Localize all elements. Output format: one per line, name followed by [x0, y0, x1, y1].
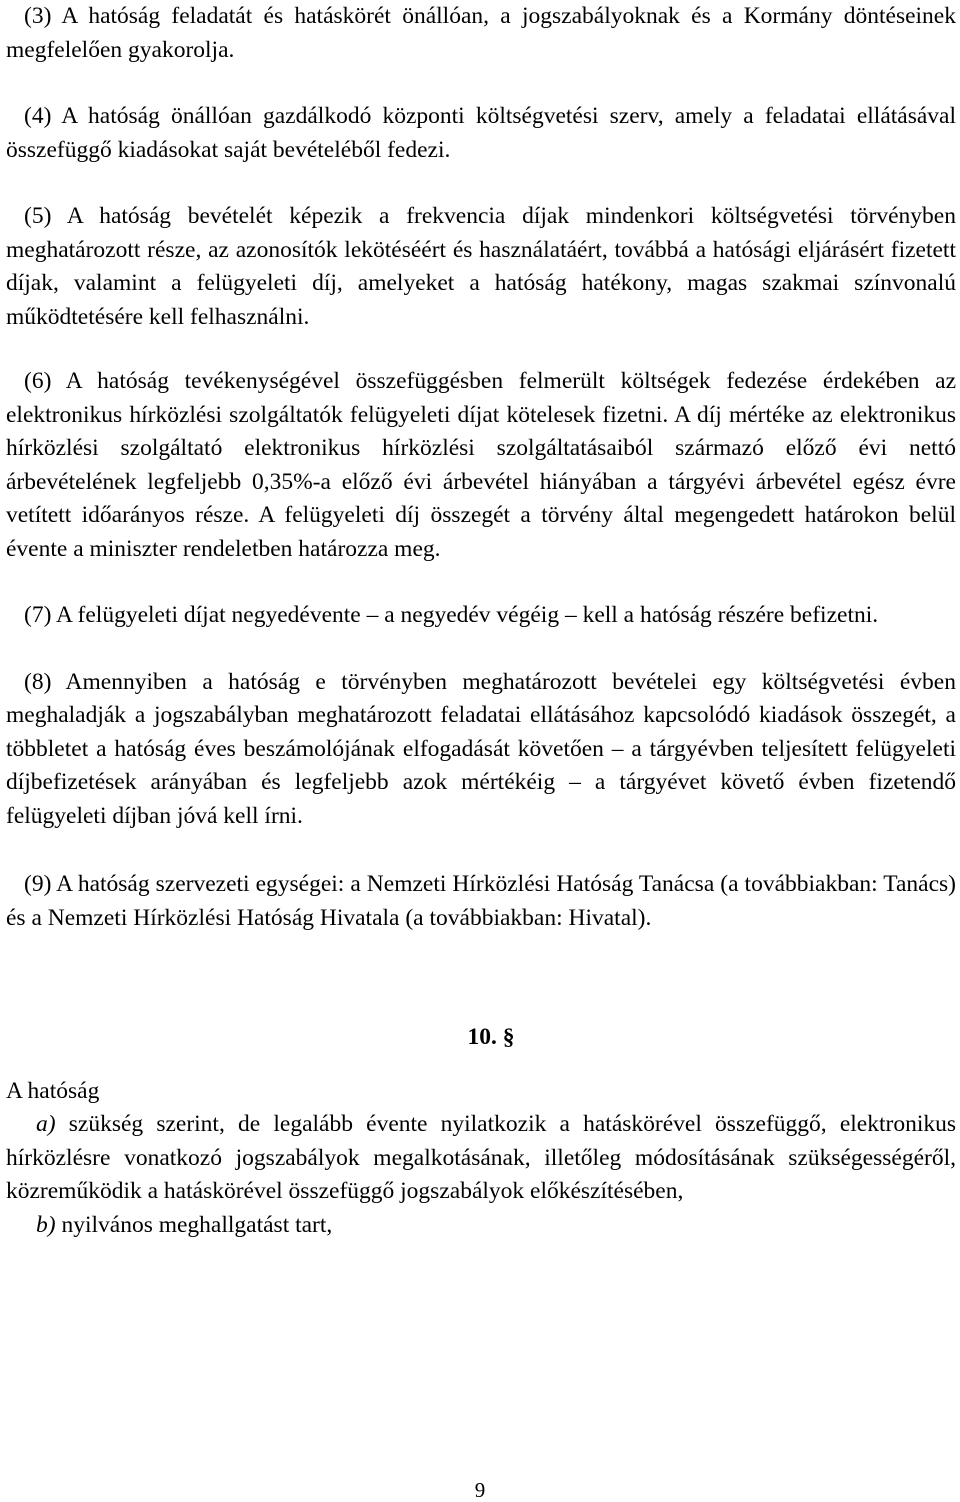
paragraph-8: (8) Amennyiben a hatóság e törvényben meghatározott bevételei egy költségvetési évben meghaladják a jogszabályban meghatározott feladatai ellátásához kapcsolódó kiadások összegét, a többletet a hatóság éves beszámolójának elfogadását követően – a tárgyévben teljesített felügyeleti díjbefizetések arányában és legfeljebb azok mértékéig – a tárgyévet követő évben fizetendő felügyeleti díjban jóvá kell írni. — [6, 668, 956, 829]
paragraph-6: (6) A hatóság tevékenységével összefüggésben felmerült költségek fedezése érdekében az elektronikus hírközlési szolgáltatók felügyeleti díjat kötelesek fizetni. A díj mértéke az elektronikus hírközlési szolgáltató elektronikus hírközlési szolgáltatásaiból származó előző évi nettó árbevételének legfeljebb 0,35%-a előző évi árbevétel hiányában a tárgyévi árbevétel egész évre vetített időarányos része. A felügyeleti díj összegét a törvény által megengedett határokon belül évente a miniszter rendeletben határozza meg. — [6, 368, 956, 562]
list-item — [6, 1209, 956, 1243]
paragraph-7: (7) A felügyeleti díjat negyedévente – a negyedév végéig – kell a hatóság részére befizetni. — [24, 602, 879, 628]
paragraph-4: (4) A hatóság önállóan gazdálkodó központi költségvetési szerv, amely a feladatai ellátásával összefüggő kiadásokat saját bevételéből fedezi. — [6, 103, 956, 163]
list-item — [6, 1108, 956, 1209]
section-title: 10. § — [467, 1024, 515, 1050]
document-page — [6, 0, 956, 1242]
list-item-marker: a) — [36, 1111, 56, 1137]
list-item-marker: b) — [36, 1211, 56, 1238]
paragraph-9: (9) A hatóság szervezeti egységei: a Nemzeti Hírközlési Hatóság Tanácsa (a továbbiakban: Tanács) és a Nemzeti Hírközlési Hatóság Hivatala (a továbbiakban: Hivatal). — [6, 871, 956, 931]
list-item-text: nyilvános meghallgatást tart, — [55, 1211, 333, 1238]
list-item-text: szükség szerint, de legalább évente nyilatkozik a hatáskörével összefüggő, elektronikus hírközlésre vonatkozó jogszabályok megalkotásának, illetőleg módosításának szükségességéről, közreműködik a hatáskörével összefüggő jogszabályok előkészítésében, — [6, 1111, 956, 1204]
section-intro: A hatóság — [6, 1077, 100, 1104]
page-number: 9 — [474, 1478, 486, 1502]
paragraph-3: (3) A hatóság feladatát és hatáskörét önállóan, a jogszabályoknak és a Kormány döntéseinek megfelelően gyakorolja. — [6, 3, 956, 63]
paragraph-5: (5) A hatóság bevételét képezik a frekvencia díjak mindenkori költségvetési törvényben meghatározott része, az azonosítók lekötéséért és használatáért, továbbá a hatósági eljárásért fizetett díjak, valamint a felügyeleti díj, amelyeket a hatóság hatékony, magas szakmai színvonalú működtetésére kell felhasználni. — [6, 203, 956, 330]
